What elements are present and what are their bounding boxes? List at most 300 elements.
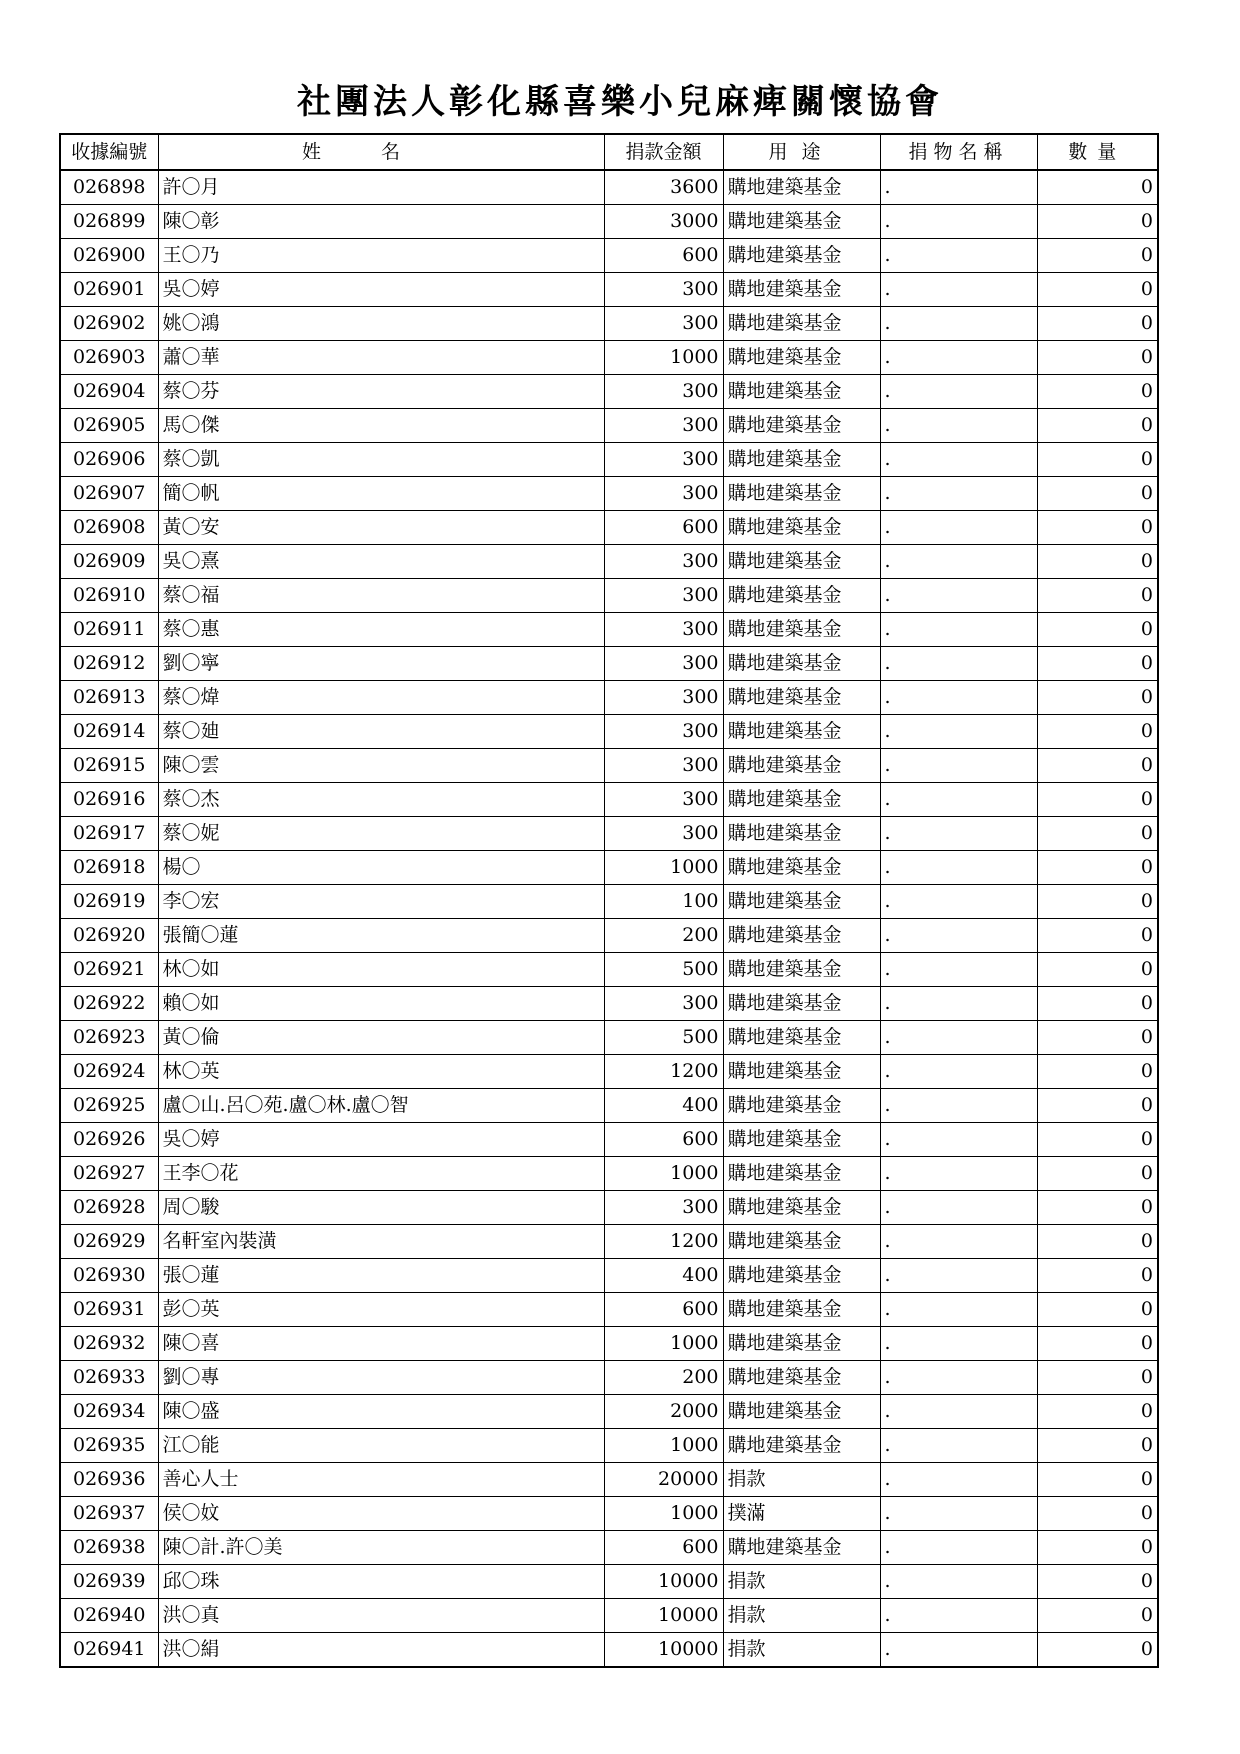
- donor-name-cell: 林〇如: [158, 953, 604, 987]
- receipt-no-cell: 026926: [60, 1123, 158, 1157]
- table-row: [60, 1327, 1158, 1361]
- table-row: [60, 239, 1158, 273]
- amount-cell: 1000: [604, 1429, 723, 1463]
- donor-name-cell: 吳〇熹: [158, 545, 604, 579]
- item-name-cell: .: [880, 273, 1037, 307]
- item-name-cell: .: [880, 1225, 1037, 1259]
- table-row: [60, 1055, 1158, 1089]
- item-name-cell: .: [880, 715, 1037, 749]
- receipt-no-cell: 026940: [60, 1599, 158, 1633]
- amount-cell: 400: [604, 1089, 723, 1123]
- table-row: [60, 1157, 1158, 1191]
- quantity-cell: 0: [1037, 1021, 1158, 1055]
- table-row: [60, 1191, 1158, 1225]
- purpose-cell: 購地建築基金: [723, 511, 880, 545]
- amount-cell: 3000: [604, 205, 723, 239]
- receipt-no-cell: 026898: [60, 170, 158, 205]
- header-item-name: 捐物名稱: [880, 134, 1037, 170]
- item-name-cell: .: [880, 817, 1037, 851]
- item-name-cell: .: [880, 783, 1037, 817]
- receipt-no-cell: 026932: [60, 1327, 158, 1361]
- purpose-cell: 捐款: [723, 1633, 880, 1668]
- amount-cell: 300: [604, 987, 723, 1021]
- quantity-cell: 0: [1037, 477, 1158, 511]
- table-row: [60, 477, 1158, 511]
- item-name-cell: .: [880, 1157, 1037, 1191]
- amount-cell: 600: [604, 1293, 723, 1327]
- purpose-cell: 購地建築基金: [723, 273, 880, 307]
- receipt-no-cell: 026936: [60, 1463, 158, 1497]
- quantity-cell: 0: [1037, 749, 1158, 783]
- donor-name-cell: 王李〇花: [158, 1157, 604, 1191]
- header-row: [60, 134, 1158, 170]
- receipt-no-cell: 026934: [60, 1395, 158, 1429]
- quantity-cell: 0: [1037, 919, 1158, 953]
- table-row: [60, 443, 1158, 477]
- receipt-no-cell: 026902: [60, 307, 158, 341]
- purpose-cell: 購地建築基金: [723, 1021, 880, 1055]
- quantity-cell: 0: [1037, 1191, 1158, 1225]
- purpose-cell: 購地建築基金: [723, 953, 880, 987]
- table-row: [60, 1021, 1158, 1055]
- amount-cell: 600: [604, 511, 723, 545]
- table-row: [60, 783, 1158, 817]
- quantity-cell: 0: [1037, 647, 1158, 681]
- table-row: [60, 375, 1158, 409]
- purpose-cell: 捐款: [723, 1463, 880, 1497]
- quantity-cell: 0: [1037, 987, 1158, 1021]
- item-name-cell: .: [880, 1021, 1037, 1055]
- amount-cell: 300: [604, 409, 723, 443]
- quantity-cell: 0: [1037, 681, 1158, 715]
- receipt-no-cell: 026918: [60, 851, 158, 885]
- table-row: [60, 511, 1158, 545]
- donor-name-cell: 林〇英: [158, 1055, 604, 1089]
- table-row: [60, 1225, 1158, 1259]
- purpose-cell: 購地建築基金: [723, 681, 880, 715]
- amount-cell: 1000: [604, 341, 723, 375]
- table-row: [60, 1633, 1158, 1668]
- header-purpose: 用途: [723, 134, 880, 170]
- table-row: [60, 1395, 1158, 1429]
- quantity-cell: 0: [1037, 307, 1158, 341]
- item-name-cell: .: [880, 1497, 1037, 1531]
- quantity-cell: 0: [1037, 1123, 1158, 1157]
- amount-cell: 1200: [604, 1055, 723, 1089]
- donor-name-cell: 蕭〇華: [158, 341, 604, 375]
- table-row: [60, 1089, 1158, 1123]
- receipt-no-cell: 026920: [60, 919, 158, 953]
- item-name-cell: .: [880, 749, 1037, 783]
- table-row: [60, 817, 1158, 851]
- quantity-cell: 0: [1037, 273, 1158, 307]
- table-row: [60, 307, 1158, 341]
- quantity-cell: 0: [1037, 613, 1158, 647]
- donor-name-cell: 彭〇英: [158, 1293, 604, 1327]
- table-body: [60, 170, 1158, 1667]
- purpose-cell: 購地建築基金: [723, 579, 880, 613]
- table-row: [60, 919, 1158, 953]
- donor-name-cell: 蔡〇凱: [158, 443, 604, 477]
- donor-name-cell: 吳〇婷: [158, 273, 604, 307]
- amount-cell: 2000: [604, 1395, 723, 1429]
- donor-name-cell: 洪〇絹: [158, 1633, 604, 1668]
- amount-cell: 300: [604, 749, 723, 783]
- purpose-cell: 購地建築基金: [723, 749, 880, 783]
- item-name-cell: .: [880, 885, 1037, 919]
- quantity-cell: 0: [1037, 1327, 1158, 1361]
- receipt-no-cell: 026929: [60, 1225, 158, 1259]
- purpose-cell: 購地建築基金: [723, 1089, 880, 1123]
- donor-name-cell: 周〇駿: [158, 1191, 604, 1225]
- table-row: [60, 205, 1158, 239]
- purpose-cell: 購地建築基金: [723, 1191, 880, 1225]
- item-name-cell: .: [880, 443, 1037, 477]
- quantity-cell: 0: [1037, 341, 1158, 375]
- receipt-no-cell: 026904: [60, 375, 158, 409]
- document-title: 社團法人彰化縣喜樂小兒麻痺關懷協會: [297, 82, 943, 122]
- item-name-cell: .: [880, 1463, 1037, 1497]
- purpose-cell: 購地建築基金: [723, 783, 880, 817]
- receipt-no-cell: 026923: [60, 1021, 158, 1055]
- receipt-no-cell: 026931: [60, 1293, 158, 1327]
- quantity-cell: 0: [1037, 1259, 1158, 1293]
- receipt-no-cell: 026899: [60, 205, 158, 239]
- table-row: [60, 1429, 1158, 1463]
- purpose-cell: 購地建築基金: [723, 409, 880, 443]
- table-row: [60, 1293, 1158, 1327]
- purpose-cell: 購地建築基金: [723, 1395, 880, 1429]
- receipt-no-cell: 026930: [60, 1259, 158, 1293]
- donor-name-cell: 姚〇鴻: [158, 307, 604, 341]
- purpose-cell: 購地建築基金: [723, 239, 880, 273]
- purpose-cell: 購地建築基金: [723, 375, 880, 409]
- table-row: [60, 1123, 1158, 1157]
- donor-name-cell: 劉〇寧: [158, 647, 604, 681]
- table-header: [60, 134, 1158, 170]
- receipt-no-cell: 026915: [60, 749, 158, 783]
- donor-name-cell: 善心人士: [158, 1463, 604, 1497]
- item-name-cell: .: [880, 170, 1037, 205]
- donor-name-cell: 張〇蓮: [158, 1259, 604, 1293]
- amount-cell: 400: [604, 1259, 723, 1293]
- purpose-cell: 捐款: [723, 1565, 880, 1599]
- donor-name-cell: 蔡〇福: [158, 579, 604, 613]
- receipt-no-cell: 026939: [60, 1565, 158, 1599]
- quantity-cell: 0: [1037, 1429, 1158, 1463]
- donor-name-cell: 蔡〇杰: [158, 783, 604, 817]
- item-name-cell: .: [880, 681, 1037, 715]
- quantity-cell: 0: [1037, 1395, 1158, 1429]
- receipt-no-cell: 026908: [60, 511, 158, 545]
- receipt-no-cell: 026925: [60, 1089, 158, 1123]
- purpose-cell: 購地建築基金: [723, 1157, 880, 1191]
- donor-name-cell: 蔡〇惠: [158, 613, 604, 647]
- header-name: 姓名: [158, 134, 604, 170]
- table-row: [60, 1599, 1158, 1633]
- purpose-cell: 購地建築基金: [723, 205, 880, 239]
- item-name-cell: .: [880, 1259, 1037, 1293]
- receipt-no-cell: 026924: [60, 1055, 158, 1089]
- quantity-cell: 0: [1037, 1531, 1158, 1565]
- item-name-cell: .: [880, 1395, 1037, 1429]
- purpose-cell: 購地建築基金: [723, 1259, 880, 1293]
- purpose-cell: 購地建築基金: [723, 477, 880, 511]
- table-row: [60, 1497, 1158, 1531]
- amount-cell: 300: [604, 817, 723, 851]
- donor-name-cell: 蔡〇芬: [158, 375, 604, 409]
- amount-cell: 20000: [604, 1463, 723, 1497]
- table-row: [60, 1531, 1158, 1565]
- purpose-cell: 購地建築基金: [723, 715, 880, 749]
- amount-cell: 600: [604, 1531, 723, 1565]
- donor-name-cell: 許〇月: [158, 170, 604, 205]
- table-row: [60, 273, 1158, 307]
- item-name-cell: .: [880, 545, 1037, 579]
- amount-cell: 300: [604, 647, 723, 681]
- receipt-no-cell: 026912: [60, 647, 158, 681]
- amount-cell: 300: [604, 715, 723, 749]
- donor-name-cell: 楊〇: [158, 851, 604, 885]
- donor-name-cell: 賴〇如: [158, 987, 604, 1021]
- receipt-no-cell: 026900: [60, 239, 158, 273]
- purpose-cell: 購地建築基金: [723, 1123, 880, 1157]
- amount-cell: 1000: [604, 1157, 723, 1191]
- donor-name-cell: 陳〇彰: [158, 205, 604, 239]
- purpose-cell: 購地建築基金: [723, 1531, 880, 1565]
- quantity-cell: 0: [1037, 1225, 1158, 1259]
- table-row: [60, 1565, 1158, 1599]
- receipt-no-cell: 026913: [60, 681, 158, 715]
- table-row: [60, 170, 1158, 205]
- amount-cell: 500: [604, 1021, 723, 1055]
- receipt-no-cell: 026911: [60, 613, 158, 647]
- item-name-cell: .: [880, 919, 1037, 953]
- amount-cell: 200: [604, 919, 723, 953]
- receipt-no-cell: 026922: [60, 987, 158, 1021]
- amount-cell: 300: [604, 273, 723, 307]
- amount-cell: 300: [604, 783, 723, 817]
- amount-cell: 1000: [604, 1327, 723, 1361]
- receipt-no-cell: 026916: [60, 783, 158, 817]
- receipt-no-cell: 026901: [60, 273, 158, 307]
- quantity-cell: 0: [1037, 1089, 1158, 1123]
- amount-cell: 300: [604, 613, 723, 647]
- table-row: [60, 579, 1158, 613]
- amount-cell: 300: [604, 307, 723, 341]
- amount-cell: 10000: [604, 1565, 723, 1599]
- quantity-cell: 0: [1037, 170, 1158, 205]
- quantity-cell: 0: [1037, 511, 1158, 545]
- item-name-cell: .: [880, 613, 1037, 647]
- item-name-cell: .: [880, 1599, 1037, 1633]
- quantity-cell: 0: [1037, 1055, 1158, 1089]
- donor-name-cell: 黃〇安: [158, 511, 604, 545]
- amount-cell: 600: [604, 1123, 723, 1157]
- purpose-cell: 購地建築基金: [723, 613, 880, 647]
- item-name-cell: .: [880, 409, 1037, 443]
- quantity-cell: 0: [1037, 443, 1158, 477]
- amount-cell: 3600: [604, 170, 723, 205]
- item-name-cell: .: [880, 987, 1037, 1021]
- amount-cell: 300: [604, 681, 723, 715]
- item-name-cell: .: [880, 205, 1037, 239]
- table-row: [60, 987, 1158, 1021]
- receipt-no-cell: 026905: [60, 409, 158, 443]
- purpose-cell: 購地建築基金: [723, 307, 880, 341]
- item-name-cell: .: [880, 511, 1037, 545]
- receipt-no-cell: 026910: [60, 579, 158, 613]
- table-row: [60, 1463, 1158, 1497]
- purpose-cell: 購地建築基金: [723, 170, 880, 205]
- quantity-cell: 0: [1037, 1463, 1158, 1497]
- donor-name-cell: 盧〇山.呂〇苑.盧〇林.盧〇智: [158, 1089, 604, 1123]
- amount-cell: 10000: [604, 1599, 723, 1633]
- receipt-no-cell: 026937: [60, 1497, 158, 1531]
- purpose-cell: 購地建築基金: [723, 1429, 880, 1463]
- amount-cell: 300: [604, 477, 723, 511]
- donor-name-cell: 王〇乃: [158, 239, 604, 273]
- donor-name-cell: 名軒室內裝潢: [158, 1225, 604, 1259]
- purpose-cell: 購地建築基金: [723, 341, 880, 375]
- item-name-cell: .: [880, 375, 1037, 409]
- donor-name-cell: 張簡〇蓮: [158, 919, 604, 953]
- item-name-cell: .: [880, 1429, 1037, 1463]
- item-name-cell: .: [880, 477, 1037, 511]
- amount-cell: 100: [604, 885, 723, 919]
- donor-name-cell: 馬〇傑: [158, 409, 604, 443]
- receipt-no-cell: 026917: [60, 817, 158, 851]
- quantity-cell: 0: [1037, 885, 1158, 919]
- purpose-cell: 購地建築基金: [723, 443, 880, 477]
- amount-cell: 600: [604, 239, 723, 273]
- item-name-cell: .: [880, 1191, 1037, 1225]
- receipt-no-cell: 026921: [60, 953, 158, 987]
- receipt-no-cell: 026933: [60, 1361, 158, 1395]
- item-name-cell: .: [880, 341, 1037, 375]
- receipt-no-cell: 026909: [60, 545, 158, 579]
- header-amount: 捐款金額: [604, 134, 723, 170]
- quantity-cell: 0: [1037, 715, 1158, 749]
- donor-name-cell: 劉〇專: [158, 1361, 604, 1395]
- item-name-cell: .: [880, 307, 1037, 341]
- receipt-no-cell: 026907: [60, 477, 158, 511]
- item-name-cell: .: [880, 579, 1037, 613]
- amount-cell: 1000: [604, 851, 723, 885]
- purpose-cell: 購地建築基金: [723, 817, 880, 851]
- item-name-cell: .: [880, 647, 1037, 681]
- purpose-cell: 購地建築基金: [723, 647, 880, 681]
- receipt-no-cell: 026927: [60, 1157, 158, 1191]
- amount-cell: 300: [604, 545, 723, 579]
- table-row: [60, 749, 1158, 783]
- amount-cell: 10000: [604, 1633, 723, 1668]
- quantity-cell: 0: [1037, 1157, 1158, 1191]
- donor-name-cell: 蔡〇妮: [158, 817, 604, 851]
- amount-cell: 500: [604, 953, 723, 987]
- donor-name-cell: 黃〇倫: [158, 1021, 604, 1055]
- donor-name-cell: 陳〇盛: [158, 1395, 604, 1429]
- donor-name-cell: 陳〇雲: [158, 749, 604, 783]
- item-name-cell: .: [880, 953, 1037, 987]
- header-quantity: 數量: [1037, 134, 1158, 170]
- amount-cell: 300: [604, 1191, 723, 1225]
- amount-cell: 1000: [604, 1497, 723, 1531]
- table-row: [60, 1361, 1158, 1395]
- donor-name-cell: 邱〇珠: [158, 1565, 604, 1599]
- purpose-cell: 購地建築基金: [723, 851, 880, 885]
- purpose-cell: 撲滿: [723, 1497, 880, 1531]
- receipt-no-cell: 026935: [60, 1429, 158, 1463]
- quantity-cell: 0: [1037, 1599, 1158, 1633]
- quantity-cell: 0: [1037, 783, 1158, 817]
- item-name-cell: .: [880, 1531, 1037, 1565]
- table-row: [60, 885, 1158, 919]
- table-row: [60, 681, 1158, 715]
- table-row: [60, 1259, 1158, 1293]
- donor-name-cell: 江〇能: [158, 1429, 604, 1463]
- amount-cell: 300: [604, 443, 723, 477]
- quantity-cell: 0: [1037, 205, 1158, 239]
- quantity-cell: 0: [1037, 545, 1158, 579]
- donor-name-cell: 簡〇帆: [158, 477, 604, 511]
- purpose-cell: 購地建築基金: [723, 919, 880, 953]
- quantity-cell: 0: [1037, 239, 1158, 273]
- receipt-no-cell: 026903: [60, 341, 158, 375]
- amount-cell: 200: [604, 1361, 723, 1395]
- donor-name-cell: 洪〇真: [158, 1599, 604, 1633]
- purpose-cell: 購地建築基金: [723, 885, 880, 919]
- quantity-cell: 0: [1037, 851, 1158, 885]
- table-row: [60, 613, 1158, 647]
- table-row: [60, 953, 1158, 987]
- item-name-cell: .: [880, 1089, 1037, 1123]
- receipt-no-cell: 026938: [60, 1531, 158, 1565]
- header-receipt-no: 收據編號: [60, 134, 158, 170]
- item-name-cell: .: [880, 1327, 1037, 1361]
- donor-name-cell: 蔡〇煒: [158, 681, 604, 715]
- table-row: [60, 715, 1158, 749]
- item-name-cell: .: [880, 1123, 1037, 1157]
- amount-cell: 300: [604, 375, 723, 409]
- item-name-cell: .: [880, 1361, 1037, 1395]
- table-row: [60, 647, 1158, 681]
- table-row: [60, 409, 1158, 443]
- purpose-cell: 購地建築基金: [723, 987, 880, 1021]
- donor-name-cell: 陳〇計.許〇美: [158, 1531, 604, 1565]
- quantity-cell: 0: [1037, 1633, 1158, 1668]
- quantity-cell: 0: [1037, 953, 1158, 987]
- table-row: [60, 341, 1158, 375]
- amount-cell: 300: [604, 579, 723, 613]
- table-row: [60, 545, 1158, 579]
- quantity-cell: 0: [1037, 579, 1158, 613]
- quantity-cell: 0: [1037, 1497, 1158, 1531]
- donor-name-cell: 陳〇喜: [158, 1327, 604, 1361]
- donor-name-cell: 吳〇婷: [158, 1123, 604, 1157]
- purpose-cell: 購地建築基金: [723, 545, 880, 579]
- item-name-cell: .: [880, 1055, 1037, 1089]
- purpose-cell: 購地建築基金: [723, 1327, 880, 1361]
- quantity-cell: 0: [1037, 1565, 1158, 1599]
- receipt-no-cell: 026914: [60, 715, 158, 749]
- receipt-no-cell: 026906: [60, 443, 158, 477]
- item-name-cell: .: [880, 1565, 1037, 1599]
- amount-cell: 1200: [604, 1225, 723, 1259]
- item-name-cell: .: [880, 1633, 1037, 1668]
- purpose-cell: 購地建築基金: [723, 1361, 880, 1395]
- purpose-cell: 捐款: [723, 1599, 880, 1633]
